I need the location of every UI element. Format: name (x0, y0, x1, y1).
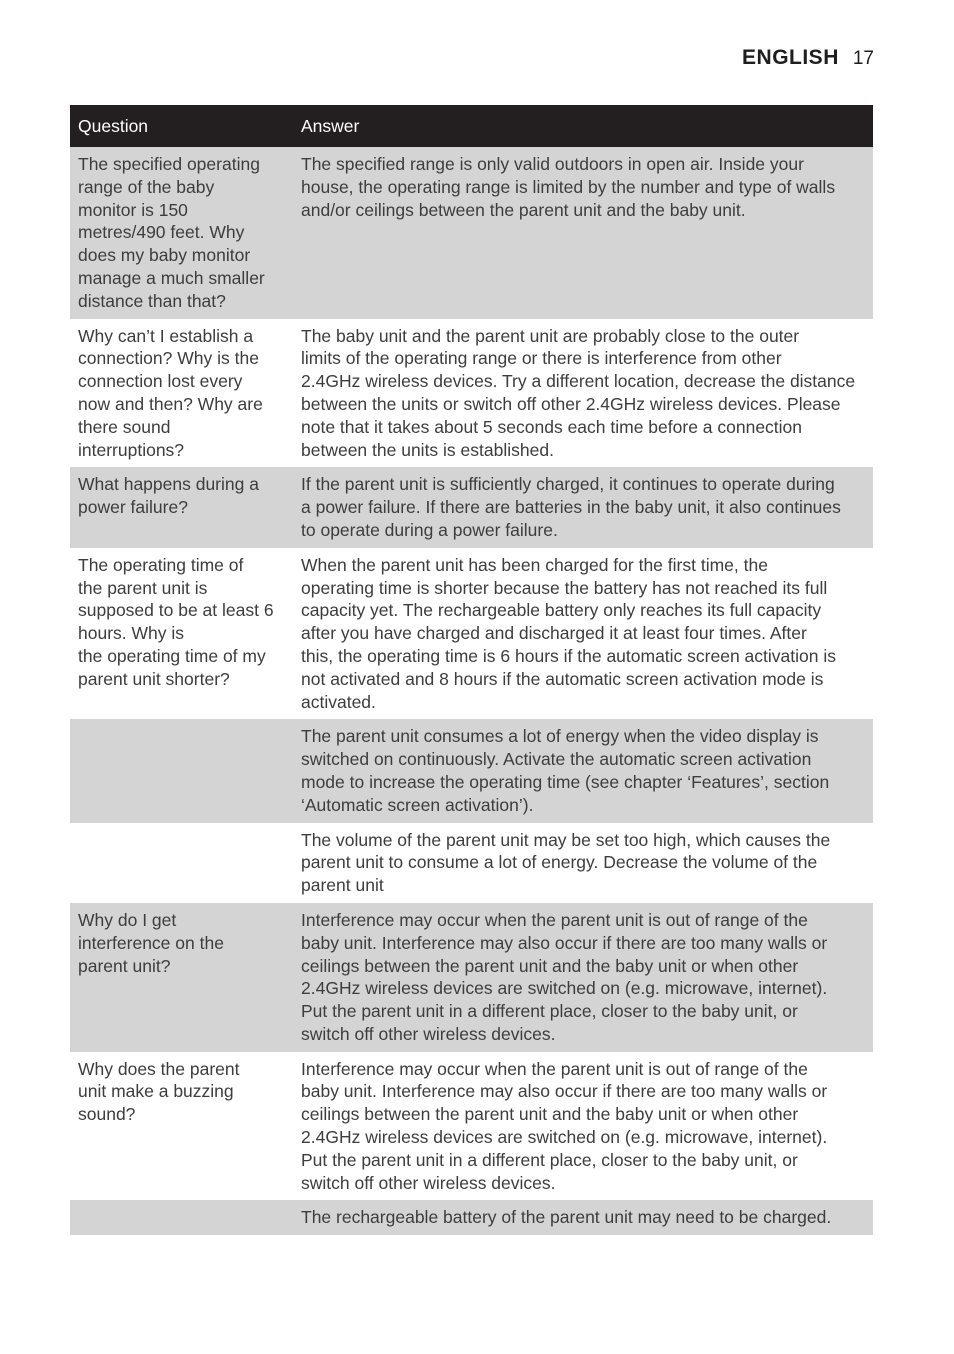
question-text: The operating time of the parent unit is supposed to be at least 6 hours. Why is the operating time of my parent unit shorter? (78, 554, 274, 689)
answer-text: If the parent unit is sufficiently charged, it continues to operate during a power failure. If there are batteries in the baby unit, it also continues to operate during a power failure. (301, 474, 841, 540)
question-text: Why does the parent unit make a buzzing sound? (78, 1058, 240, 1125)
table-row (70, 1200, 873, 1235)
question-cell (70, 1200, 293, 1235)
table-row (70, 319, 873, 468)
table-row (70, 467, 873, 547)
table-row (70, 719, 873, 822)
answer-text: Interference may occur when the parent unit is out of range of the baby unit. Interference may also occur if there are too many walls or ceilings between the parent unit and the baby unit or when other 2.4GHz wireless devices are switched on (e.g. microwave, internet). Put the parent unit in a different place, closer to the baby unit, or switch off other wireless devices. (301, 1058, 828, 1193)
question-cell (70, 823, 293, 903)
answer-cell (293, 319, 873, 468)
answer-cell (293, 903, 873, 1052)
question-column-header: Question (70, 105, 293, 147)
faq-table (70, 105, 873, 1235)
question-text: Why can’t I establish a connection? Why is the connection lost every now and then? Why are there sound interruptions? (78, 325, 263, 460)
table-row (70, 823, 873, 903)
table-row (70, 147, 873, 319)
question-cell (70, 147, 293, 319)
answer-column-header: Answer (293, 105, 873, 147)
answer-text: The parent unit consumes a lot of energy when the video display is switched on continuously. Activate the automatic screen activation mode to increase the operating time (see chapter ‘Features’, section ‘Automatic screen activation’). (301, 726, 830, 815)
answer-cell (293, 1200, 873, 1235)
table-row (70, 903, 873, 1052)
answer-text: The rechargeable battery of the parent unit may need to be charged. (301, 1207, 832, 1228)
answer-text: The volume of the parent unit may be set too high, which causes the parent unit to consume a lot of energy. Decrease the volume of the parent unit (301, 829, 831, 896)
table-header-row (70, 105, 873, 147)
table-row (70, 1052, 873, 1201)
question-text: Why do I get interference on the parent unit? (78, 909, 224, 976)
question-cell (70, 1052, 293, 1201)
page-number: 17 (852, 48, 874, 69)
answer-cell (293, 823, 873, 903)
answer-cell (293, 147, 873, 319)
answer-cell (293, 1052, 873, 1201)
question-cell (70, 903, 293, 1052)
question-cell (70, 719, 293, 822)
page-header (742, 46, 874, 70)
answer-cell (293, 719, 873, 822)
answer-text: The baby unit and the parent unit are probably close to the outer limits of the operating range or there is interference from other 2.4GHz wireless devices. Try a different location, decrease the distance between the units or switch off other 2.4GHz wireless devices. Please note that it takes about 5 seconds each time before a connection between the units is established. (301, 325, 856, 460)
question-text: What happens during a power failure? (78, 474, 259, 518)
question-cell (70, 548, 293, 720)
question-text: The specified operating range of the baby monitor is 150 metres/490 feet. Why does my baby monitor manage a much smaller distance than that? (78, 154, 265, 311)
answer-text: When the parent unit has been charged for the first time, the operating time is shorter because the battery has not reached its full capacity yet. The rechargeable battery only reaches its full capacity after you have charged and discharged it at least four times. After this, the operating time is 6 hours if the automatic screen activation is not activated and 8 hours if the automatic screen activation mode is activated. (301, 554, 836, 712)
table-row (70, 548, 873, 720)
question-cell (70, 467, 293, 547)
question-cell (70, 319, 293, 468)
answer-cell (293, 467, 873, 547)
answer-text: Interference may occur when the parent unit is out of range of the baby unit. Interference may also occur if there are too many walls or ceilings between the parent unit and the baby unit or when other 2.4GHz wireless devices are switched on (e.g. microwave, internet). Put the parent unit in a different place, closer to the baby unit, or switch off other wireless devices. (301, 909, 828, 1044)
answer-text: The specified range is only valid outdoors in open air. Inside your house, the operating range is limited by the number and type of walls and/or ceilings between the parent unit and the baby unit. (301, 154, 836, 220)
language-label: ENGLISH (742, 46, 839, 69)
answer-cell (293, 548, 873, 720)
